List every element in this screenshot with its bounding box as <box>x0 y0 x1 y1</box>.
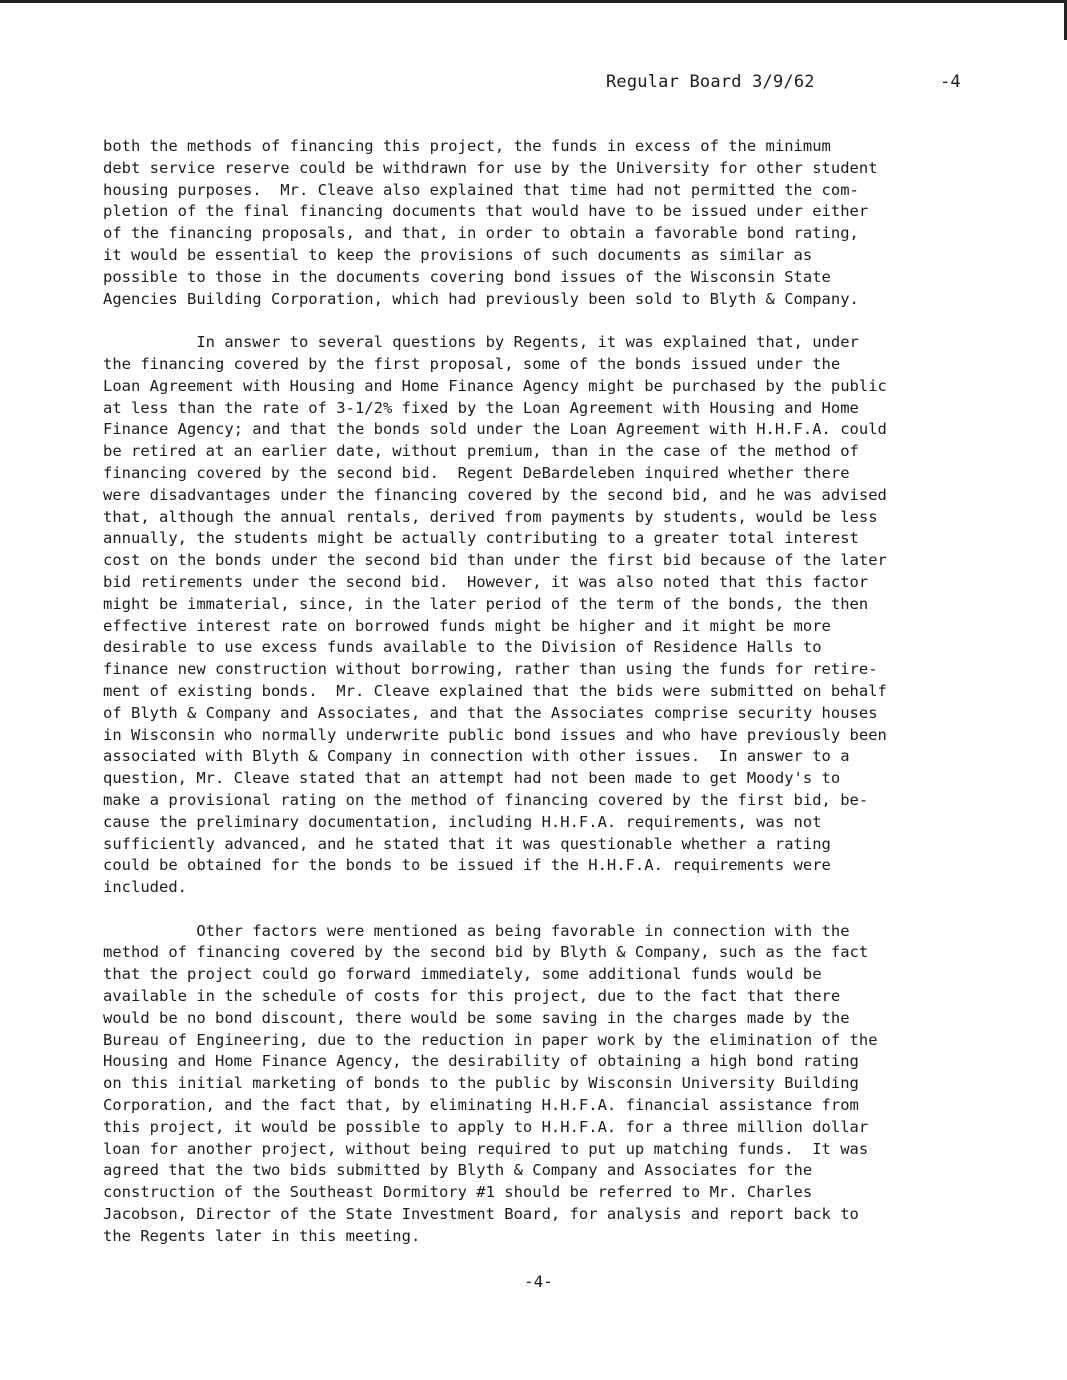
text-line: make a provisional rating on the method of financing covered by the first bid, be- <box>103 790 869 809</box>
text-line: debt service reserve could be withdrawn for use by the University for other student <box>103 158 878 177</box>
text-line: Corporation, and the fact that, by eliminating H.H.F.A. financial assistance from <box>103 1096 859 1115</box>
text-line: would be no bond discount, there would be some saving in the charges made by the <box>103 1008 850 1027</box>
text-line: Jacobson, Director of the State Investment Board, for analysis and report back to <box>103 1205 859 1224</box>
text-line: could be obtained for the bonds to be issued if the H.H.F.A. requirements were <box>103 856 831 875</box>
header-page-number: -4 <box>940 72 961 92</box>
paragraph-3 <box>103 921 993 1248</box>
scan-border-top <box>0 0 1067 3</box>
text-line: available in the schedule of costs for this project, due to the fact that there <box>103 987 841 1006</box>
text-line: included. <box>103 878 187 897</box>
text-line: sufficiently advanced, and he stated that it was questionable whether a rating <box>103 834 831 853</box>
text-line: on this initial marketing of bonds to the public by Wisconsin University Building <box>103 1074 859 1093</box>
text-line: were disadvantages under the financing covered by the second bid, and he was advised <box>103 485 887 504</box>
text-line: be retired at an earlier date, without premium, than in the case of the method of <box>103 442 859 461</box>
text-line: Finance Agency; and that the bonds sold under the Loan Agreement with H.H.F.A. could <box>103 420 887 439</box>
text-line: the Regents later in this meeting. <box>103 1226 421 1245</box>
text-line: financing covered by the second bid. Regent DeBardeleben inquired whether there <box>103 463 850 482</box>
text-line: might be immaterial, since, in the later period of the term of the bonds, the then <box>103 594 869 613</box>
document-body <box>103 136 993 1269</box>
text-line: construction of the Southeast Dormitory #1 should be referred to Mr. Charles <box>103 1183 813 1202</box>
text-line: method of financing covered by the second bid by Blyth & Company, such as the fact <box>103 943 869 962</box>
text-line: associated with Blyth & Company in connection with other issues. In answer to a <box>103 747 850 766</box>
text-line: In answer to several questions by Regents, it was explained that, under <box>103 333 859 352</box>
text-line: cost on the bonds under the second bid than under the first bid because of the later <box>103 551 887 570</box>
text-line: it would be essential to keep the provisions of such documents as similar as <box>103 245 813 264</box>
text-line: question, Mr. Cleave stated that an attempt had not been made to get Moody's to <box>103 769 841 788</box>
text-line: annually, the students might be actually contributing to a greater total interest <box>103 529 859 548</box>
text-line: this project, it would be possible to apply to H.H.F.A. for a three million dollar <box>103 1117 869 1136</box>
page-footer-number: -4- <box>524 1272 553 1291</box>
text-line: cause the preliminary documentation, including H.H.F.A. requirements, was not <box>103 812 822 831</box>
text-line: of Blyth & Company and Associates, and that the Associates comprise security houses <box>103 703 878 722</box>
text-line: Loan Agreement with Housing and Home Finance Agency might be purchased by the public <box>103 376 887 395</box>
text-line: of the financing proposals, and that, in order to obtain a favorable bond rating, <box>103 224 859 243</box>
text-line: agreed that the two bids submitted by Blyth & Company and Associates for the <box>103 1161 813 1180</box>
text-line: the financing covered by the first proposal, some of the bonds issued under the <box>103 354 841 373</box>
header-title: Regular Board 3/9/62 <box>606 72 815 92</box>
text-line: at less than the rate of 3-1/2% fixed by the Loan Agreement with Housing and Home <box>103 398 859 417</box>
text-line: that, although the annual rentals, derived from payments by students, would be less <box>103 507 878 526</box>
paragraph-1 <box>103 136 993 310</box>
text-line: desirable to use excess funds available to the Division of Residence Halls to <box>103 638 822 657</box>
text-line: effective interest rate on borrowed funds might be higher and it might be more <box>103 616 831 635</box>
text-line: housing purposes. Mr. Cleave also explained that time had not permitted the com- <box>103 180 859 199</box>
text-line: bid retirements under the second bid. However, it was also noted that this factor <box>103 572 869 591</box>
text-line: finance new construction without borrowing, rather than using the funds for retire- <box>103 660 878 679</box>
text-line: both the methods of financing this project, the funds in excess of the minimum <box>103 137 831 155</box>
text-line: possible to those in the documents covering bond issues of the Wisconsin State <box>103 267 831 286</box>
text-line: Agencies Building Corporation, which had previously been sold to Blyth & Company. <box>103 289 859 308</box>
text-line: loan for another project, without being required to put up matching funds. It was <box>103 1139 869 1158</box>
text-line: in Wisconsin who normally underwrite public bond issues and who have previously been <box>103 725 887 744</box>
text-line: Housing and Home Finance Agency, the desirability of obtaining a high bond rating <box>103 1052 859 1071</box>
text-line: ment of existing bonds. Mr. Cleave explained that the bids were submitted on behalf <box>103 681 887 700</box>
text-line: Other factors were mentioned as being favorable in connection with the <box>103 921 850 940</box>
paragraph-2 <box>103 332 993 899</box>
text-line: that the project could go forward immediately, some additional funds would be <box>103 965 822 984</box>
text-line: Bureau of Engineering, due to the reduction in paper work by the elimination of the <box>103 1030 878 1049</box>
text-line: pletion of the final financing documents that would have to be issued under either <box>103 202 869 221</box>
